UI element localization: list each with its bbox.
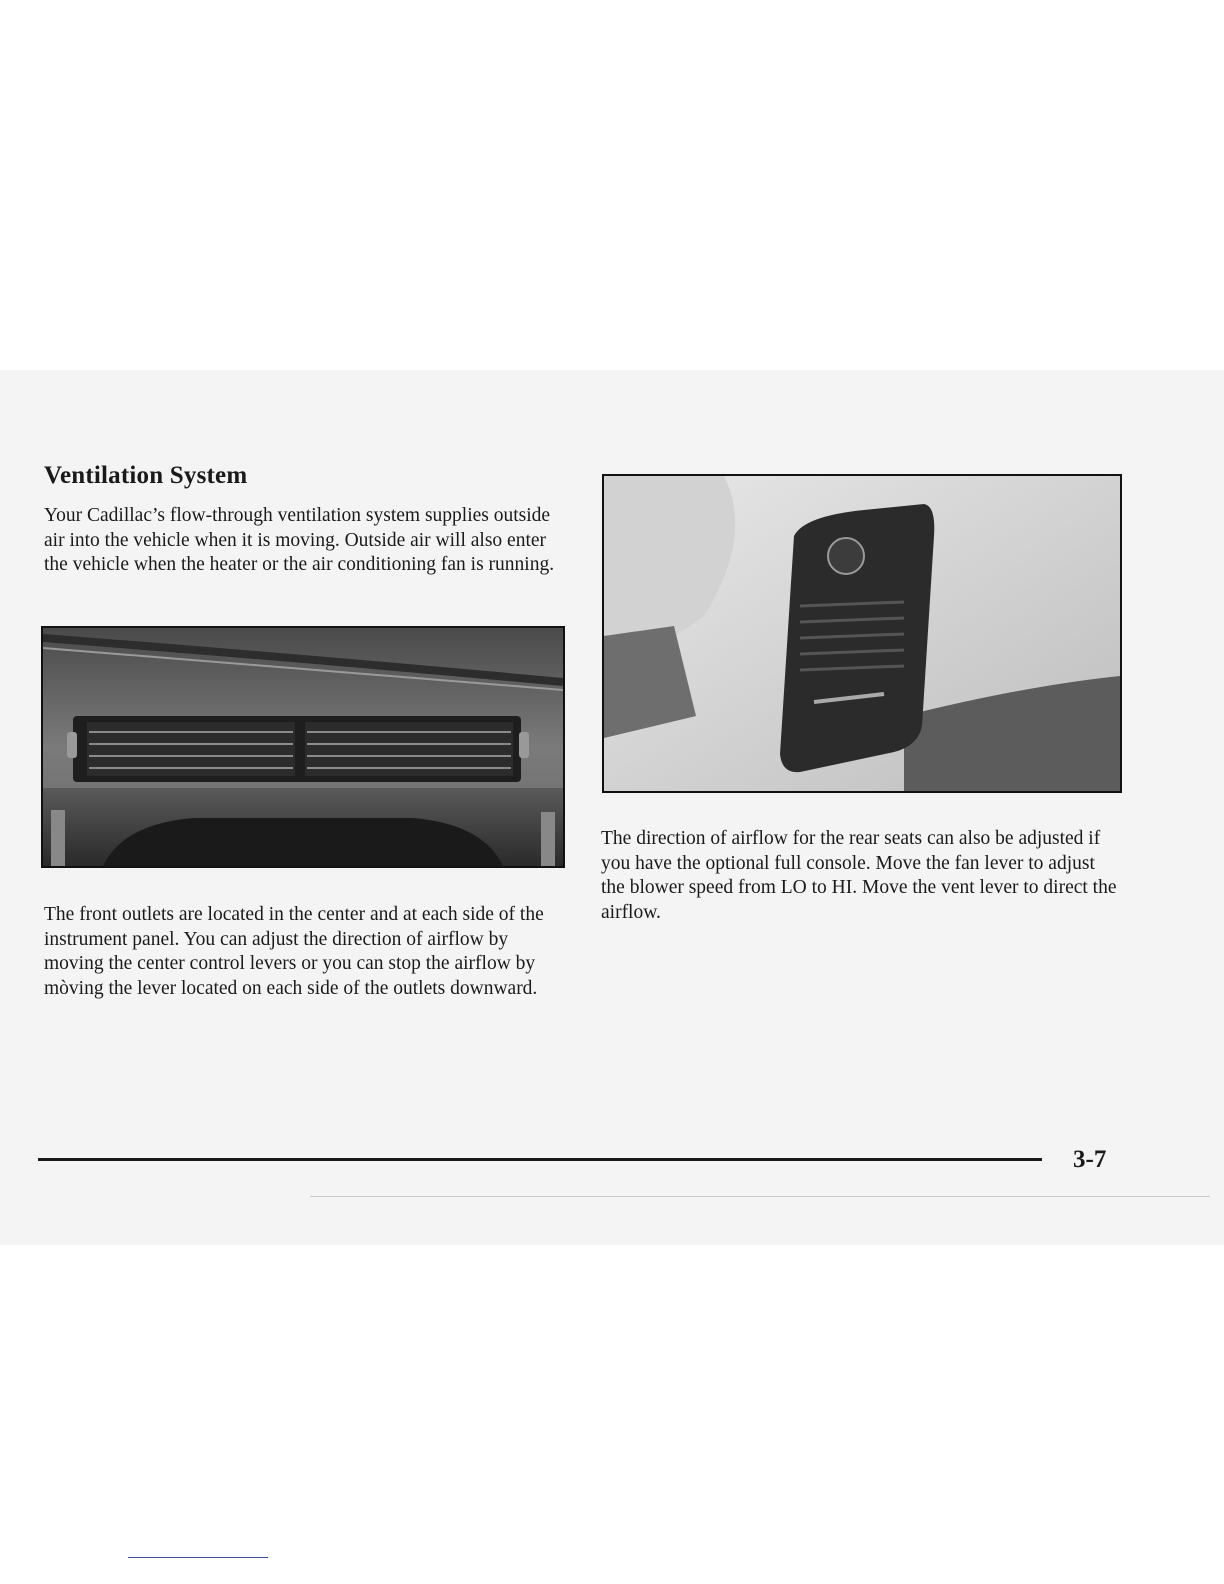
rear-console-photo — [602, 474, 1122, 793]
page-number: 3-7 — [1073, 1146, 1107, 1173]
front-outlets-paragraph: The front outlets are located in the center and at each side of the instrument panel. You can adjust the direction of airflow by moving the center control levers or you can stop the airflow by mòving the lever located on each side of the outlets downward. — [44, 904, 544, 999]
rear-airflow-paragraph: The direction of airflow for the rear seats can also be adjusted if you have the optional full console. Move the fan lever to adjust the blower speed from LO to HI. Move the vent lever to direct the airflow. — [601, 828, 1117, 923]
footer-faint-rule — [310, 1196, 1210, 1197]
footer-rule — [38, 1158, 1042, 1161]
front-outlets-photo — [41, 626, 565, 868]
section-title: Ventilation System — [44, 462, 248, 489]
bottom-link-underline — [128, 1557, 268, 1558]
intro-paragraph: Your Cadillac’s flow-through ventilation system supplies outside air into the vehicle when it is moving. Outside air will also enter the vehicle when the heater or the air conditioning fan is running. — [44, 505, 555, 575]
